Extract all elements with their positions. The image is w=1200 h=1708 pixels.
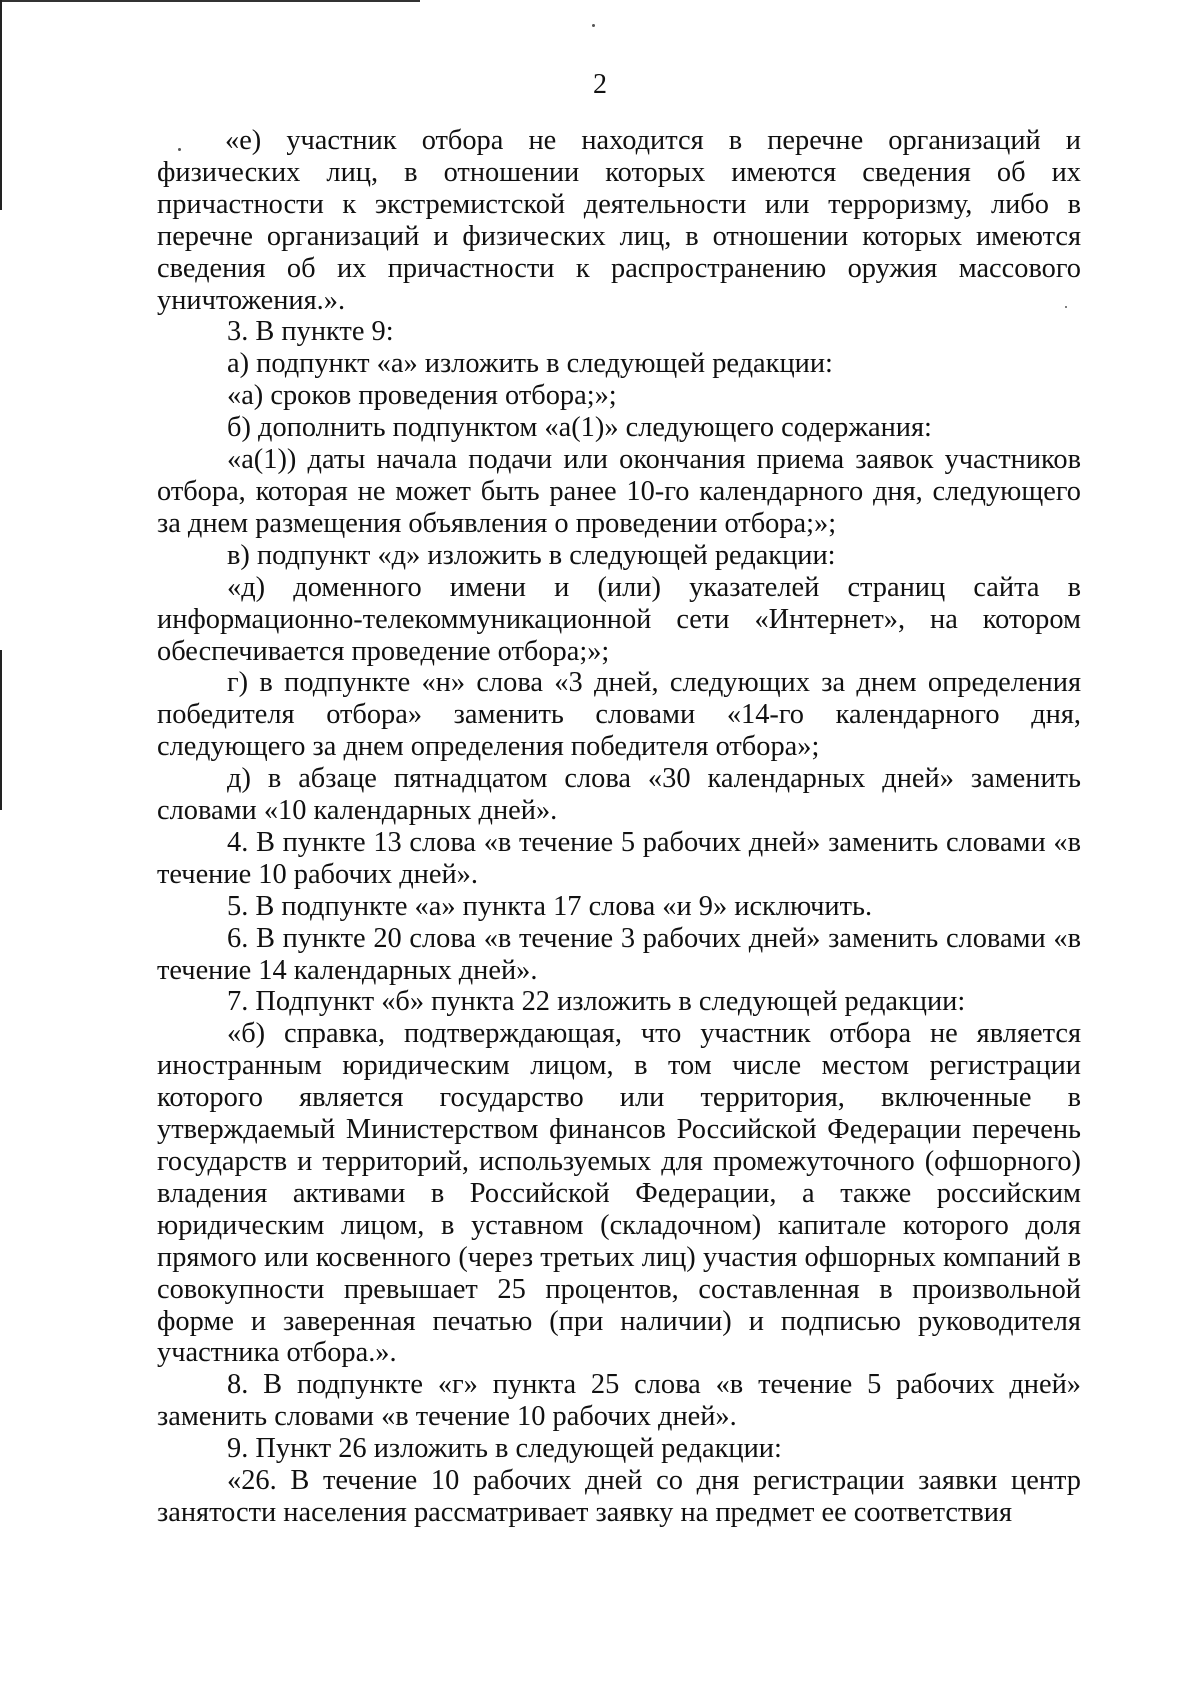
- paragraph: в) подпункт «д» изложить в следующей редакции:: [227, 539, 836, 571]
- paragraph: 8. В подпункте «г» пункта 25 слова «в течение 5 рабочих дней» заменить словами «в течение 10 рабочих дней».: [157, 1369, 1081, 1433]
- paragraph: 4. В пункте 13 слова «в течение 5 рабочих дней» заменить словами «в течение 10 рабочих дней».: [157, 826, 1081, 890]
- paragraph: «26. В течение 10 рабочих дней со дня регистрации заявки центр занятости населения рассматривает заявку на предмет ее соответствия: [157, 1465, 1081, 1528]
- paragraph: 7. Подпункт «б» пункта 22 изложить в следующей редакции:: [227, 986, 966, 1018]
- paragraph: 3. В пункте 9:: [227, 316, 394, 348]
- paragraph: 6. В пункте 20 слова «в течение 3 рабочих дней» заменить словами «в течение 14 календарных дней».: [157, 922, 1081, 986]
- paragraph: 9. Пункт 26 изложить в следующей редакции:: [227, 1433, 782, 1465]
- paragraph: «б) справка, подтверждающая, что участник отбора не является иностранным юридическим лицом, в том числе местом регистрации которого является государство или территория, включенные в утверждаемый Министерством финансов Российской Федерации перечень государств и территорий, используемых для промежуточного (офшорного) владения активами в Российской Федерации, а также российским юридическим лицом, в уставном (складочном) капитале которого доля прямого или косвенного (через третьих лиц) участия офшорных компаний в совокупности превышает 25 процентов, составленная в произвольной форме и заверенная печатью (при наличии) и подписью руководителя участника отбора.».: [157, 1018, 1081, 1369]
- paragraph: «е) участник отбора не находится в перечне организаций и физических лиц, в отношении которых имеются сведения об их причастности к экстремистской деятельности или терроризму, либо в перечне организаций и физических лиц, в отношении которых имеются сведения об их причастности к распространению оружия массового уничтожения.».: [157, 125, 1081, 316]
- scan-edge-left: [0, 0, 2, 210]
- paragraph: а) подпункт «а» изложить в следующей редакции:: [227, 348, 833, 380]
- document-body: [157, 125, 1081, 1529]
- paragraph: д) в абзаце пятнадцатом слова «30 календарных дней» заменить словами «10 календарных дней».: [157, 763, 1081, 827]
- paragraph: «д) доменного имени и (или) указателей страниц сайта в информационно-телекоммуникационной сети «Интернет», на котором обеспечивается проведение отбора;»;: [157, 571, 1081, 667]
- scan-edge-top: [0, 0, 420, 2]
- page-number: 2: [593, 69, 607, 100]
- paragraph: б) дополнить подпунктом «а(1)» следующего содержания:: [227, 412, 932, 444]
- scan-speck: [592, 24, 595, 27]
- paragraph: «а) сроков проведения отбора;»;: [227, 380, 617, 412]
- scan-edge-left-lower: [0, 650, 2, 810]
- paragraph: г) в подпункте «н» слова «3 дней, следующих за днем определения победителя отбора» заменить словами «14-го календарного дня, следующего за днем определения победителя отбора»;: [157, 667, 1081, 763]
- paragraph: 5. В подпункте «а» пункта 17 слова «и 9» исключить.: [227, 890, 873, 922]
- paragraph: «а(1)) даты начала подачи или окончания приема заявок участников отбора, которая не может быть ранее 10-го календарного дня, следующего за днем размещения объявления о проведении отбора;»;: [157, 444, 1081, 539]
